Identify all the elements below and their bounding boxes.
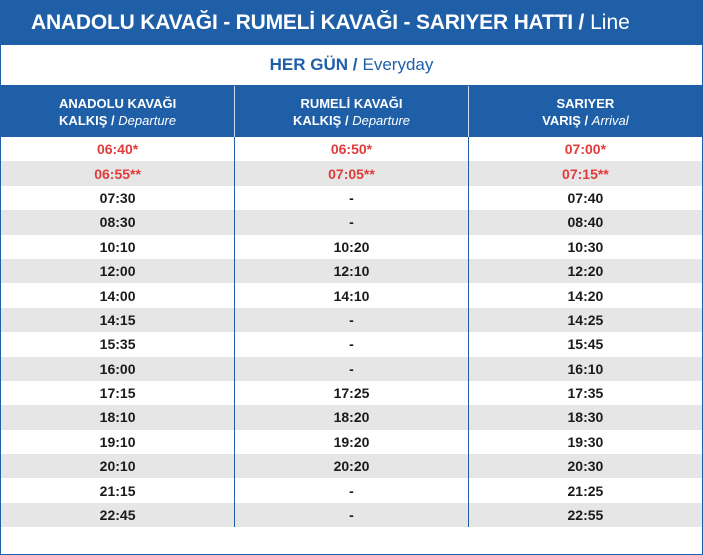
time-cell: 12:20 (468, 259, 702, 283)
table-row (1, 357, 702, 381)
time-cell: 07:40 (468, 186, 702, 210)
column-header-station: SARIYER (556, 95, 615, 111)
column-header-anadolu-kavagi (1, 86, 235, 137)
time-cell: 07:15** (468, 161, 702, 185)
time-cell: 20:30 (468, 454, 702, 478)
schedule-table (1, 86, 702, 527)
time-cell: - (235, 308, 469, 332)
schedule-rows (1, 137, 702, 527)
column-header-sariyer (468, 86, 702, 137)
table-row (1, 503, 702, 527)
time-cell: 17:25 (235, 381, 469, 405)
table-row (1, 478, 702, 502)
table-row (1, 430, 702, 454)
time-cell: 18:20 (235, 405, 469, 429)
time-cell: 06:55** (1, 161, 235, 185)
table-row (1, 454, 702, 478)
line-title: ANADOLU KAVAĞI - RUMELİ KAVAĞI - SARIYER HATTI / (31, 11, 585, 34)
time-cell: 07:00* (468, 137, 702, 161)
time-cell: 07:30 (99, 189, 136, 206)
table-row (1, 332, 702, 356)
table-row (1, 283, 702, 307)
table-row (1, 308, 702, 332)
time-cell: 14:00 (99, 287, 136, 304)
time-cell: - (235, 357, 469, 381)
time-cell: 10:30 (468, 235, 702, 259)
time-cell: - (235, 478, 469, 502)
schedule-day-tr: HER GÜN / (269, 55, 358, 74)
time-cell: 21:15 (99, 482, 136, 499)
time-cell: 14:20 (468, 283, 702, 307)
time-cell: 15:45 (468, 332, 702, 356)
table-row (1, 235, 702, 259)
time-cell: 10:20 (235, 235, 469, 259)
time-cell: 06:40* (96, 141, 139, 158)
time-cell: 07:05** (235, 161, 469, 185)
time-cell: 17:15 (99, 385, 136, 402)
column-header-station: ANADOLU KAVAĞI (58, 95, 177, 111)
time-cell: 12:10 (235, 259, 469, 283)
table-row (1, 210, 702, 234)
table-row (1, 137, 702, 161)
time-cell: 21:25 (468, 478, 702, 502)
title-bar (1, 1, 702, 45)
column-header-station: RUMELİ KAVAĞI (300, 95, 403, 111)
table-row (1, 381, 702, 405)
schedule-day-en: Everyday (362, 55, 434, 74)
column-header-type-en: Departure (352, 112, 411, 128)
column-header-rumeli-kavagi (235, 86, 469, 137)
schedule-day (1, 45, 702, 86)
time-cell: 10:10 (99, 238, 136, 255)
time-cell: 22:45 (1, 503, 235, 527)
column-header-type: KALKIŞ / (59, 112, 115, 128)
time-cell: 16:10 (468, 357, 702, 381)
time-cell: 08:40 (468, 210, 702, 234)
time-cell: 18:10 (1, 405, 235, 429)
time-cell: - (235, 186, 469, 210)
time-cell: 19:10 (99, 433, 136, 450)
time-cell: 18:30 (468, 405, 702, 429)
table-row (1, 259, 702, 283)
column-header-type-en: Departure (118, 112, 177, 128)
table-row (1, 161, 702, 185)
table-row (1, 186, 702, 210)
time-cell: 19:30 (468, 430, 702, 454)
time-cell: 12:00 (1, 259, 235, 283)
time-cell: 14:15 (1, 308, 235, 332)
time-cell: 17:35 (468, 381, 702, 405)
time-cell: - (235, 503, 469, 527)
column-header-type: VARIŞ / (542, 112, 589, 128)
column-headers (1, 86, 702, 137)
time-cell: 22:55 (468, 503, 702, 527)
time-cell: 20:10 (1, 454, 235, 478)
time-cell: 16:00 (1, 357, 235, 381)
table-row (1, 405, 702, 429)
time-cell: 08:30 (1, 210, 235, 234)
line-title-en: Line (590, 11, 630, 34)
time-cell: 14:25 (468, 308, 702, 332)
column-header-type-en: Arrival (591, 112, 629, 128)
time-cell: 06:50* (235, 137, 469, 161)
time-cell: 19:20 (235, 430, 469, 454)
time-cell: 20:20 (235, 454, 469, 478)
time-cell: - (235, 210, 469, 234)
time-cell: - (235, 332, 469, 356)
time-cell: 14:10 (235, 283, 469, 307)
column-header-type: KALKIŞ / (292, 112, 349, 128)
time-cell: 15:35 (99, 336, 136, 353)
